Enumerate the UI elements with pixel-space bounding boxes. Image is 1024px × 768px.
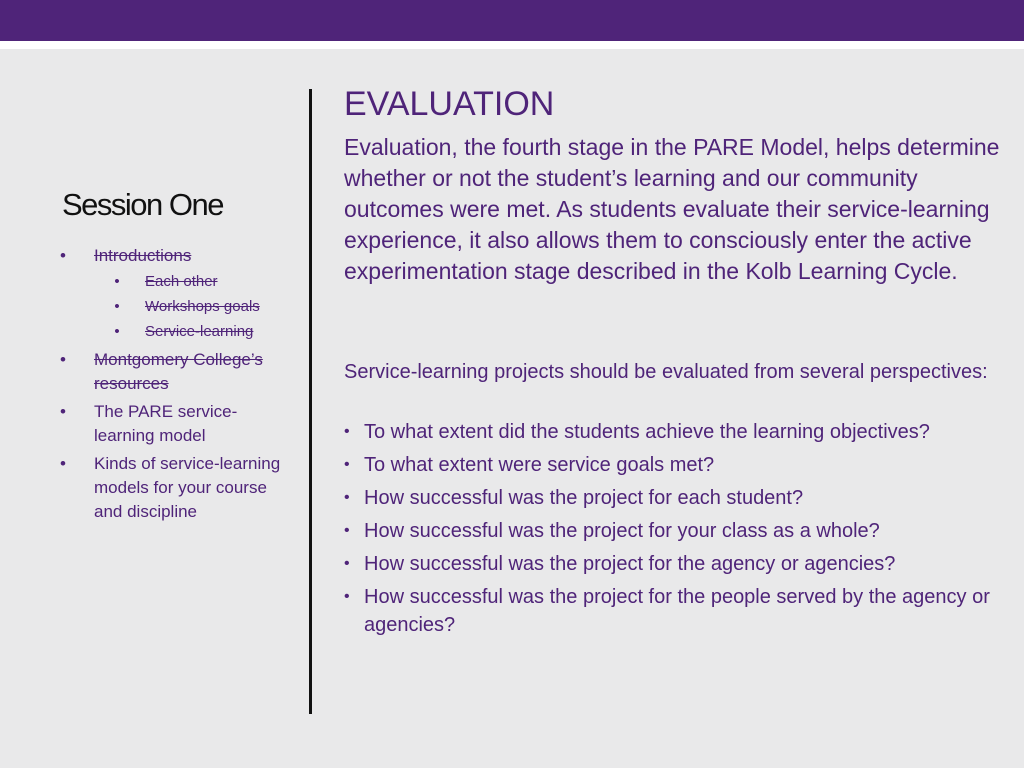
bullet-icon: • bbox=[344, 423, 350, 440]
agenda-item-label: Montgomery College’s resources bbox=[94, 350, 263, 393]
agenda-item-label: Kinds of service-learning models for your course and discipline bbox=[94, 454, 281, 521]
question-text: How successful was the project for each student? bbox=[364, 487, 804, 509]
question-item bbox=[344, 418, 1019, 446]
session-title: Session One bbox=[62, 187, 223, 222]
agenda-item-label: Introductions bbox=[94, 246, 192, 265]
bullet-icon: • bbox=[114, 323, 120, 340]
agenda-item-label: The PARE service-learning model bbox=[94, 402, 238, 445]
agenda-subitem bbox=[58, 294, 290, 319]
agenda-item-kinds-of-models bbox=[58, 452, 290, 524]
slide-heading: EVALUATION bbox=[344, 85, 555, 123]
agenda-sublist bbox=[94, 269, 290, 344]
question-item bbox=[344, 451, 1019, 479]
bullet-icon: • bbox=[344, 555, 350, 572]
question-item bbox=[344, 484, 1019, 512]
bullet-icon: • bbox=[344, 489, 350, 506]
question-text: How successful was the project for your class as a whole? bbox=[364, 520, 880, 542]
question-item bbox=[344, 550, 1019, 578]
question-text: How successful was the project for the people served by the agency or agencies? bbox=[364, 586, 990, 636]
agenda-item-introductions bbox=[58, 244, 290, 344]
header-rule bbox=[0, 41, 1024, 49]
agenda-list bbox=[58, 244, 290, 528]
intro-paragraph: Evaluation, the fourth stage in the PARE Model, helps determine whether or not the student’s learning and our community outcomes were met. As students evaluate their service-learning experience, it also allows them to consciously enter the active experimentation stage described in the Kolb Learning Cycle. bbox=[344, 134, 1000, 284]
bullet-icon: • bbox=[60, 350, 66, 369]
question-text: To what extent were service goals met? bbox=[364, 454, 715, 476]
agenda-subitem bbox=[58, 319, 290, 344]
bullet-icon: • bbox=[114, 273, 120, 290]
bullet-icon: • bbox=[60, 454, 66, 473]
agenda-subitem-label: Service-learning bbox=[145, 323, 254, 340]
bullet-icon: • bbox=[344, 456, 350, 473]
header-band bbox=[0, 0, 1024, 41]
question-item bbox=[344, 583, 1019, 639]
evaluation-questions bbox=[344, 418, 1019, 644]
lead-paragraph: Service-learning projects should be evaluated from several perspectives: bbox=[344, 361, 988, 383]
question-item bbox=[344, 517, 1019, 545]
agenda-subitem bbox=[58, 269, 290, 294]
agenda-subitem-label: Workshops goals bbox=[145, 298, 260, 315]
bullet-icon: • bbox=[60, 246, 66, 265]
agenda-item-resources bbox=[58, 348, 290, 396]
question-text: How successful was the project for the agency or agencies? bbox=[364, 553, 896, 575]
agenda-item-pare-model bbox=[58, 400, 290, 448]
bullet-icon: • bbox=[60, 402, 66, 421]
bullet-icon: • bbox=[344, 588, 350, 605]
agenda-subitem-label: Each other bbox=[145, 273, 218, 290]
bullet-icon: • bbox=[114, 298, 120, 315]
vertical-divider bbox=[309, 89, 312, 714]
bullet-icon: • bbox=[344, 522, 350, 539]
question-text: To what extent did the students achieve the learning objectives? bbox=[364, 421, 930, 443]
